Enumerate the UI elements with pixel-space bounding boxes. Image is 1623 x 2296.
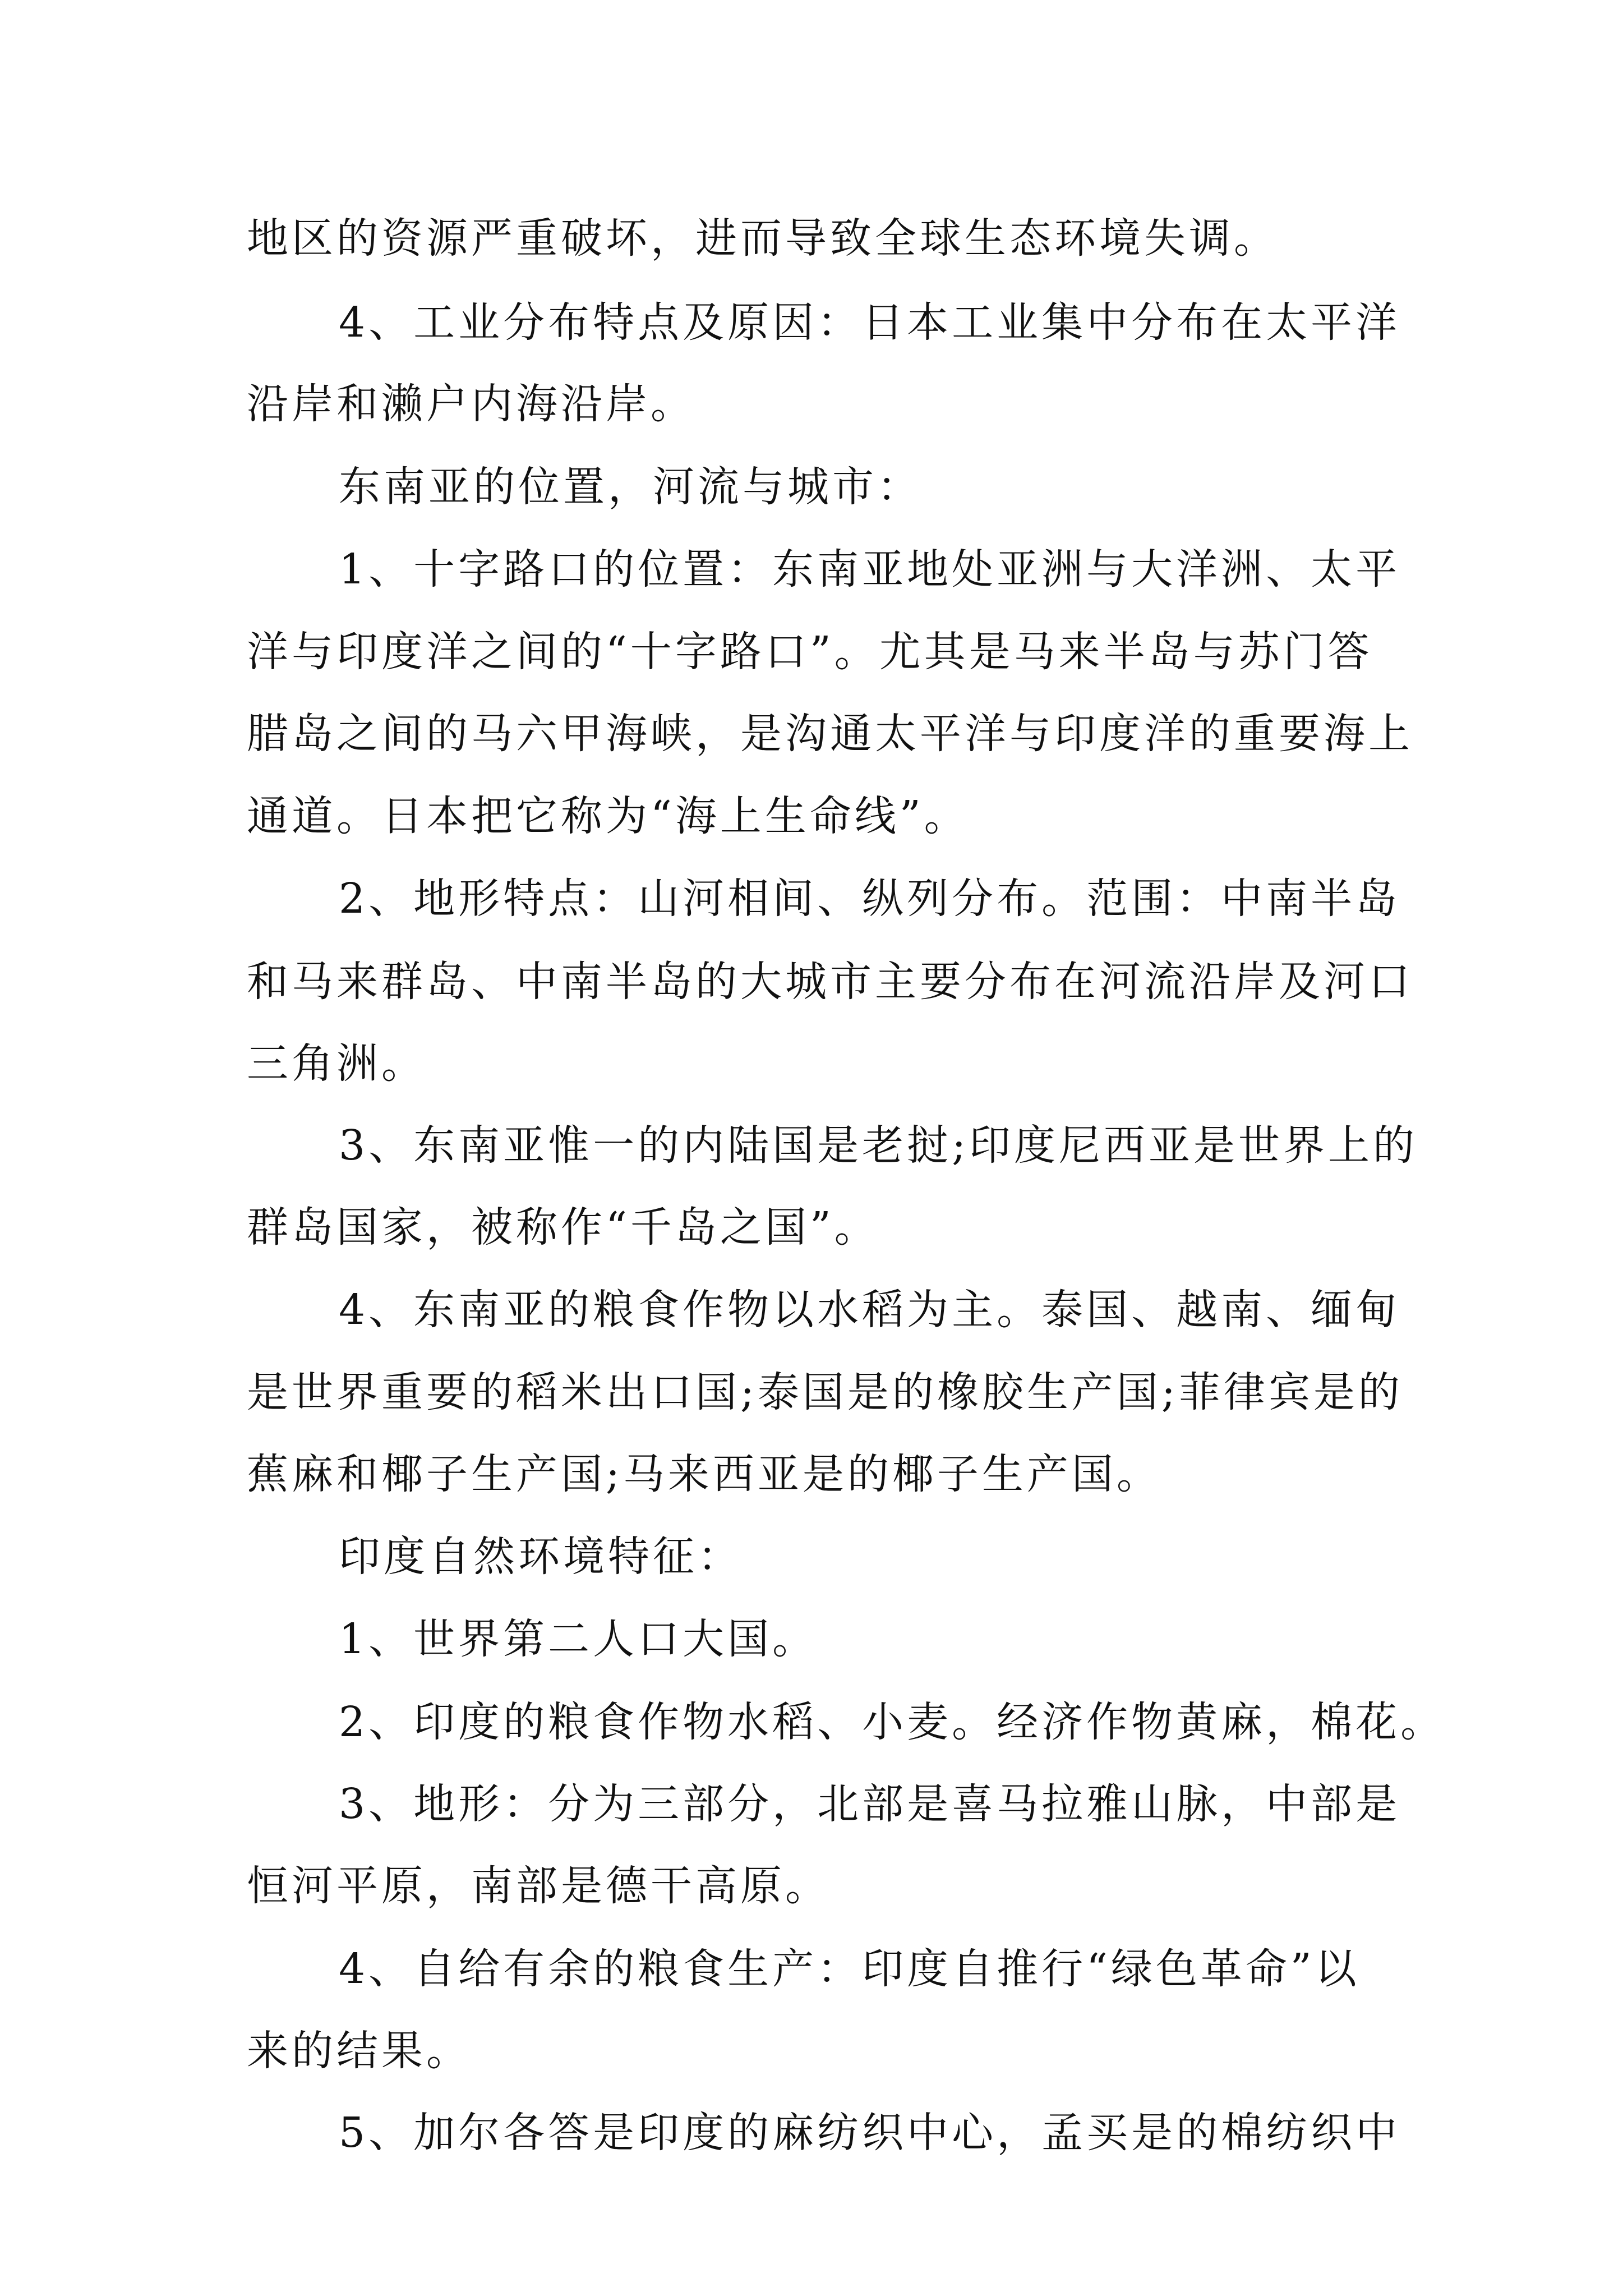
text-line: 群岛国家，被称作“千岛之国”。 [247,1203,879,1251]
text-line: 1、世界第二人口大国。 [339,1615,818,1663]
text-line: 3、东南亚惟一的内陆国是老挝;印度尼西亚是世界上的 [339,1121,1418,1170]
section-heading: 印度自然环境特征： [339,1533,743,1581]
text-line: 4、工业分布特点及原因：日本工业集中分布在太平洋 [339,298,1401,347]
text-line: 和马来群岛、中南半岛的大城市主要分布在河流沿岸及河口 [247,958,1413,1006]
text-line: 地区的资源严重破坏，进而导致全球生态环境失调。 [247,214,1279,263]
text-line: 腊岛之间的马六甲海峡，是沟通太平洋与印度洋的重要海上 [247,710,1413,758]
text-line: 恒河平原，南部是德干高原。 [247,1862,830,1910]
text-line: 2、地形特点：山河相间、纵列分布。范围：中南半岛 [339,875,1401,923]
text-line: 是世界重要的稻米出口国;泰国是的橡胶生产国;菲律宾是的 [247,1368,1403,1416]
text-line: 来的结果。 [247,2027,471,2075]
text-line: 2、印度的粮食作物水稻、小麦。经济作物黄麻，棉花。 [339,1698,1446,1746]
text-line: 5、加尔各答是印度的麻纺织中心，孟买是的棉纺织中 [339,2109,1401,2157]
text-line: 三角洲。 [247,1039,426,1088]
text-line: 通道。日本把它称为“海上生命线”。 [247,792,969,840]
text-line: 1、十字路口的位置：东南亚地处亚洲与大洋洲、太平 [339,545,1401,593]
text-line: 4、自给有余的粮食生产：印度自推行“绿色革命”以 [339,1945,1360,1993]
text-line: 3、地形：分为三部分，北部是喜马拉雅山脉，中部是 [339,1780,1401,1828]
text-line: 4、东南亚的粮食作物以水稻为主。泰国、越南、缅甸 [339,1286,1401,1334]
section-heading: 东南亚的位置，河流与城市： [339,463,922,511]
text-line: 沿岸和濑户内海沿岸。 [247,380,695,428]
text-line: 蕉麻和椰子生产国;马来西亚是的椰子生产国。 [247,1450,1161,1498]
text-line: 洋与印度洋之间的“十字路口”。尤其是马来半岛与苏门答 [247,628,1373,676]
